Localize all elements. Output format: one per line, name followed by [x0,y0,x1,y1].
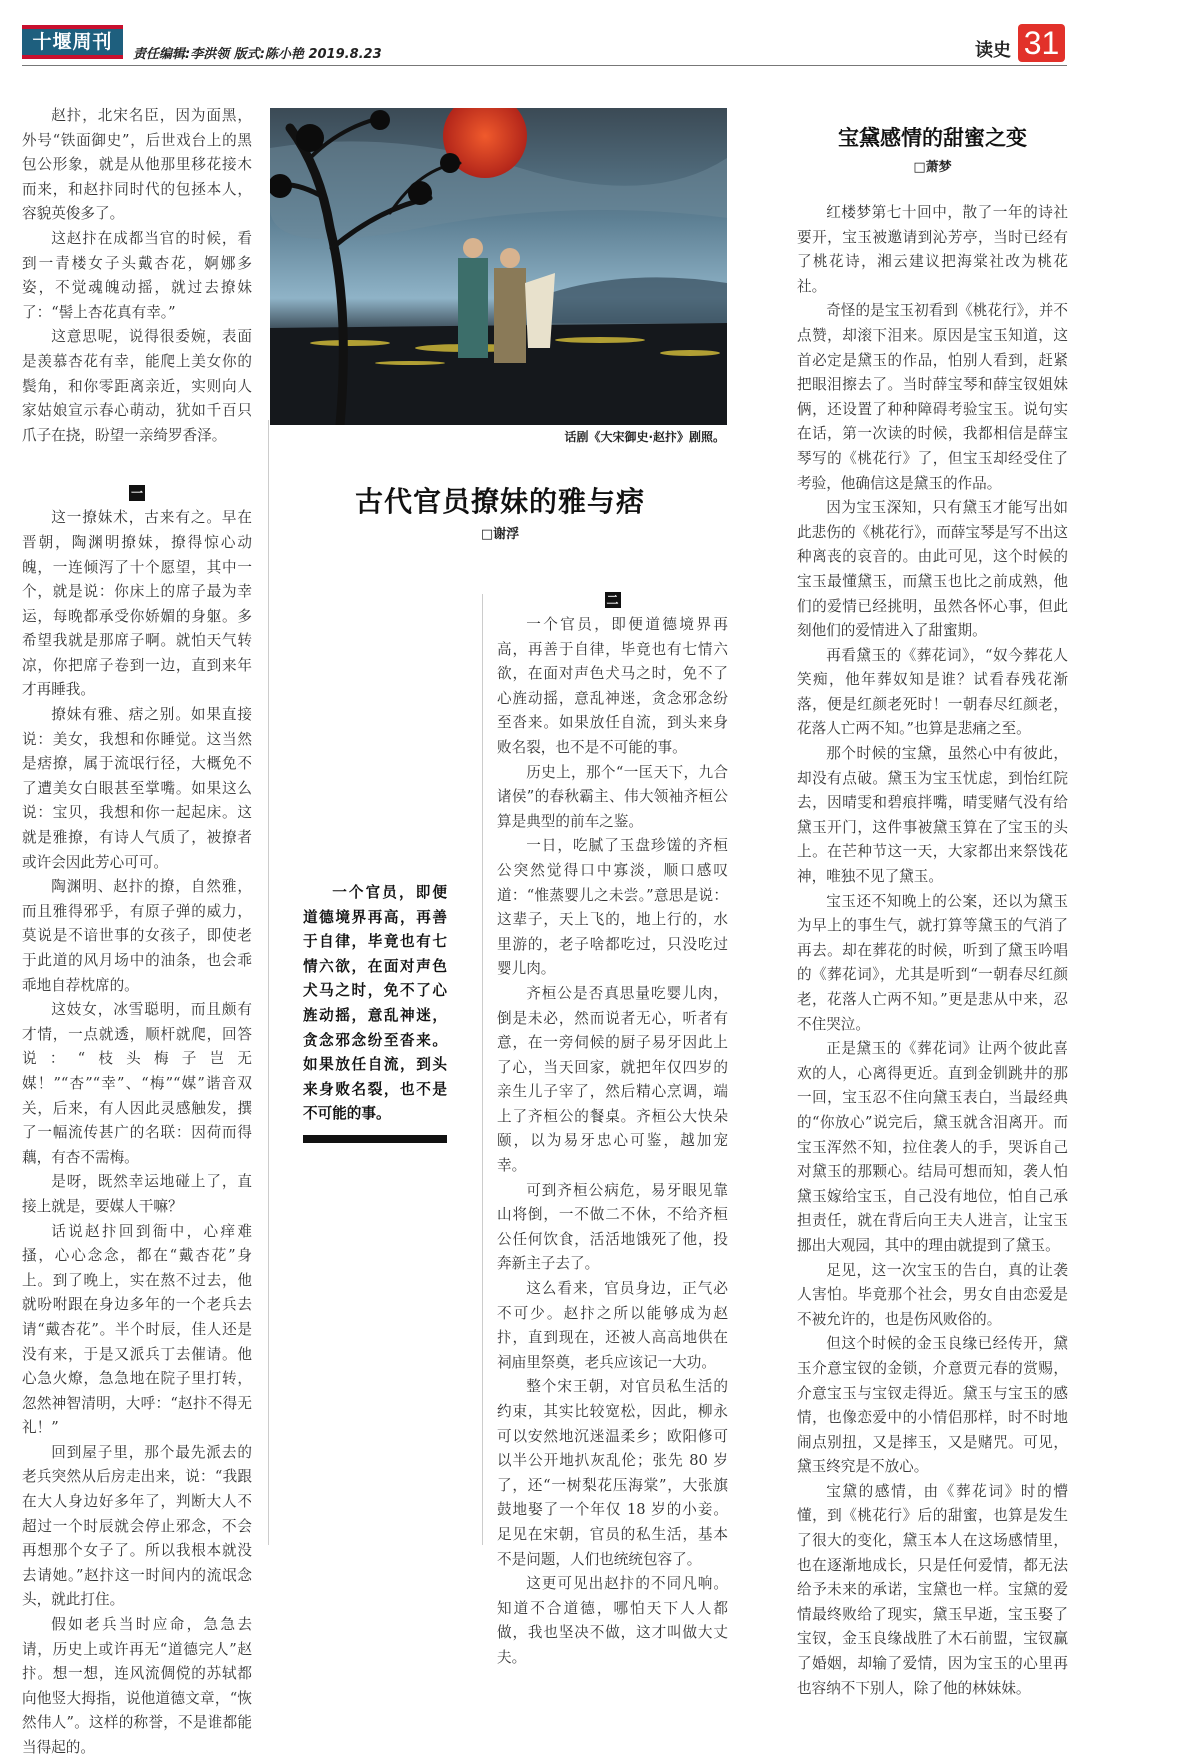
paragraph: 这赵抃在成都当官的时候，看到一青楼女子头戴杏花，婀娜多姿，不觉魂魄动摇，就过去撩妹了：“髻上杏花真有幸。” [22,229,252,321]
article2-body [797,201,1068,1701]
paragraph: 红楼梦第七十回中，散了一年的诗社要开，宝玉被邀请到沁芳亭，当时已经有了桃花诗，湘云建议把海棠社改为桃花社。 [797,204,1068,295]
editor-credits: 责任编辑:李洪领 版式:陈小艳 2019.8.23 [133,47,382,62]
paragraph: 这妓女，冰雪聪明，而且颇有才情，一点就透，顺杆就爬，回答说：“枝头梅子岂无媒！”“杏”“幸”、“梅”“媒”谐音双关，后来，有人因此灵感触发，撰了一幅流传甚广的名联：因荷而得藕，有杏不需梅。 [22,1001,252,1166]
section-mark-2: 二 [606,593,619,607]
paragraph: 这一撩妹术，古来有之。早在晋朝，陶渊明撩妹，撩得惊心动魄，一连倾泻了十个愿望，其中一个，就是说：你床上的席子最为幸运，每晚都承受你娇媚的身躯。多希望我就是那席子啊。就怕天气转凉，你把席子卷到一边，直到来年才再睡我。 [22,509,252,699]
article1-column-middle [497,592,728,1671]
article1-part3 [497,613,728,1671]
paragraph: 一个官员，即便道德境界再高，再善于自律，毕竟也有七情六欲，在面对声色犬马之时，免不了心旌动摇，意乱神迷，贪念邪念纷至沓来。如果放任自流，到头来身败名裂，也不是不可能的事。 [497,616,728,756]
paragraph: 这意思呢，说得很委婉，表面是羡慕杏花有幸，能爬上美女你的鬓角，和你零距离亲近，实则向人家姑娘宣示春心萌动，犹如千百只爪子在挠，盼望一亲绮罗香泽。 [22,328,252,444]
stage-photo [270,108,727,425]
newspaper-logo: 十堰周刊 [22,25,123,59]
article1-part2 [22,506,252,1760]
article2-column [797,201,1068,1701]
paragraph: 那个时候的宝黛，虽然心中有彼此，却没有点破。黛玉为宝玉忧虑，到怡红院去，因晴雯和碧痕拌嘴，晴雯赌气没有给黛玉开门，这件事被黛玉算在了宝玉的头上。在芒种节这一天，大家都出来祭饯花神，唯独不见了黛玉。 [797,745,1068,886]
pullquote [303,881,447,1143]
photo-caption: 话剧《大宋御史·赵抃》剧照。 [564,430,725,444]
article2-byline: □萧梦 [913,160,952,175]
header-rule [22,65,1067,66]
pullquote-bar [303,1135,447,1143]
paragraph: 足见，这一次宝玉的告白，真的让袭人害怕。毕竟那个社会，男女自由恋爱是不被允许的，也是伤风败俗的。 [797,1261,1068,1328]
article2-title: 宝黛感情的甜蜜之变 [838,125,1027,150]
section-name: 读史 [975,40,1011,61]
column-divider [482,594,483,1545]
pullquote-text: 一个官员，即便道德境界再高，再善于自律，毕竟也有七情六欲，在面对声色犬马之时，免不了心旌动摇，意乱神迷，贪念邪念纷至沓来。如果放任自流，到头来身败名裂，也不是不可能的事。 [303,884,447,1123]
article1-title: 古代官员撩妹的雅与痞 [354,485,645,518]
paragraph: 正是黛玉的《葬花词》让两个彼此喜欢的人，心离得更近。直到金钏跳井的那一回，宝玉忍不住向黛玉表白，当最经典的“你放心”说完后，黛玉就含泪离开。而宝玉浑然不知，拉住袭人的手，哭诉自己对黛玉的那颗心。结局可想而知，袭人怕黛玉嫁给宝玉，自己没有地位，怕自己承担责任，就在背后向王夫人进言，让宝玉挪出大观园，其中的理由就提到了黛玉。 [797,1040,1068,1254]
paragraph: 因为宝玉深知，只有黛玉才能写出如此悲伤的《桃花行》，而薛宝琴是写不出这种离丧的哀音的。由此可见，这个时候的宝玉最懂黛玉，而黛玉也比之前成熟，他们的爱情已经挑明，虽然各怀心事，但此刻他们的爱情进入了甜蜜期。 [797,499,1068,640]
paragraph: 整个宋王朝，对官员私生活的约束，其实比较宽松，因此，柳永可以安然地沉迷温柔乡；欧阳修可以半公开地扒灰乱伦；张先 80 岁了，还“一树梨花压海棠”，大张旗鼓地娶了一个年仅 18 岁的小妾。足见在宋朝，官员的私生活，基本不是问题，人们也统统包容了。 [497,1378,728,1568]
paragraph: 宝黛的感情，由《葬花词》时的懵懂，到《桃花行》后的甜蜜，也算是发生了很大的变化，黛玉本人在这场感情里，也在逐渐地成长，只是任何爱情，都无法给予未来的承诺，宝黛也一样。宝黛的爱情最终败给了现实，黛玉早逝，宝玉娶了宝钗，金玉良缘战胜了木石前盟，宝钗赢了婚姻，却输了爱情，因为宝玉的心里再也容纳不下别人，除了他的林妹妹。 [797,1482,1068,1697]
paragraph: 话说赵抃回到衙中，心痒难搔，心心念念，都在“戴杏花”身上。到了晚上，实在熬不过去，他就吩咐跟在身边多年的一个老兵去请“戴杏花”。半个时辰，佳人还是没有来，于是又派兵丁去催请。他心急火燎，急急地在院子里打转，忽然神智清明，大呼：“赵抃不得无礼！” [22,1222,252,1437]
paragraph: 齐桓公是否真思量吃婴儿肉，倒是未必，然而说者无心，听者有意，在一旁伺候的厨子易牙因此上了心，当天回家，就把年仅四岁的亲生儿子宰了，然后精心烹调，端上了齐桓公的餐桌。齐桓公大快朵颐，以为易牙忠心可鉴，越加宠幸。 [497,984,728,1175]
paragraph: 陶渊明、赵抃的撩，自然雅，而且雅得邪乎，有原子弹的威力，莫说是不谙世事的女孩子，即使老于此道的风月场中的油条，也会乖乖地自荐枕席的。 [22,878,252,994]
paragraph: 奇怪的是宝玉初看到《桃花行》，并不点赞，却滚下泪来。原因是宝玉知道，这首必定是黛玉的作品，怕别人看到，赶紧把眼泪擦去了。当时薛宝琴和薛宝钗姐妹俩，还设置了种种障碍考验宝玉。说句实在话，第一次读的时候，我都相信是薛宝琴写的《桃花行》了，但宝玉却经受住了考验，他确信这是黛玉的作品。 [797,302,1068,492]
column-divider [268,420,269,1545]
paragraph: 但这个时候的金玉良缘已经传开，黛玉介意宝钗的金锁，介意贾元春的赏赐，介意宝玉与宝钗走得近。黛玉与宝玉的感情，也像恋爱中的小情侣那样，时不时地闹点别扭，又是摔玉，又是赌咒。可见，黛玉终究是不放心。 [797,1335,1068,1476]
paragraph: 是呀，既然幸运地碰上了，直接上就是，要媒人干嘛？ [22,1173,252,1215]
section-mark-1: 一 [130,486,143,501]
article1-byline: □谢浮 [480,527,520,542]
paragraph: 这么看来，官员身边，正气必不可少。赵抃之所以能够成为赵抃，直到现在，还被人高高地供在祠庙里祭奠，老兵应该记一大功。 [497,1280,728,1371]
page-number: 31 [1018,24,1065,62]
article1-part1 [22,104,252,448]
paragraph: 再看黛玉的《葬花词》，“奴今葬花人笑痴，他年葬奴知是谁？试看春残花渐落，便是红颜老死时！一朝春尽红颜老，花落人亡两不知。”也算是悲痛之至。 [797,646,1068,738]
paragraph: 回到屋子里，那个最先派去的老兵突然从后房走出来，说：“我跟在大人身边好多年了，判断大人不超过一个时辰就会停止邪念，不会再想那个女子了。所以我根本就没去请她。”赵抃这一时间内的流氓念头，就此打住。 [22,1443,252,1609]
paragraph: 假如老兵当时应命，急急去请，历史上或许再无“道德完人”赵抃。想一想，连风流倜傥的苏轼都向他竖大拇指，说他道德文章，“恢然伟人”。这样的称誉，不是谁都能当得起的。 [22,1616,252,1756]
paragraph: 历史上，那个“一匡天下，九合诸侯”的春秋霸主、伟大领袖齐桓公算是典型的前车之鉴。 [497,763,728,830]
paragraph: 撩妹有雅、痞之别。如果直接说：美女，我想和你睡觉。这当然是痞撩，属于流氓行径，大概免不了遭美女白眼甚至掌嘴。如果这么说：宝贝，我想和你一起起床。这就是雅撩，有诗人气质了，被撩者或许会因此芳心可可。 [22,706,252,871]
paragraph: 这更可见出赵抃的不同凡响。知道不合道德，哪怕天下人人都做，我也坚决不做，这才叫做大丈夫。 [497,1575,728,1666]
paragraph: 赵抃，北宋名臣，因为面黑，外号“铁面御史”，后世戏台上的黑包公形象，就是从他那里移花接木而来，和赵抃同时代的包拯本人，容貌英俊多了。 [22,107,252,223]
article1-column-left [22,104,252,1761]
paragraph: 一日，吃腻了玉盘珍馐的齐桓公突然觉得口中寡淡，顺口感叹道：“惟蒸婴儿之未尝。”意思是说：这辈子，天上飞的，地上行的，水里游的，老子啥都吃过，只没吃过婴儿肉。 [497,837,728,978]
paragraph: 宝玉还不知晚上的公案，还以为黛玉为早上的事生气，就打算等黛玉的气消了再去。却在葬花的时候，听到了黛玉吟唱的《葬花词》，尤其是听到“一朝春尽红颜老，花落人亡两不知。”更是悲从中来，忍不住哭泣。 [797,892,1068,1033]
paragraph: 可到齐桓公病危，易牙眼见靠山将倒，一不做二不休，不给齐桓公任何饮食，活活地饿死了他，投奔新主子去了。 [497,1181,728,1273]
